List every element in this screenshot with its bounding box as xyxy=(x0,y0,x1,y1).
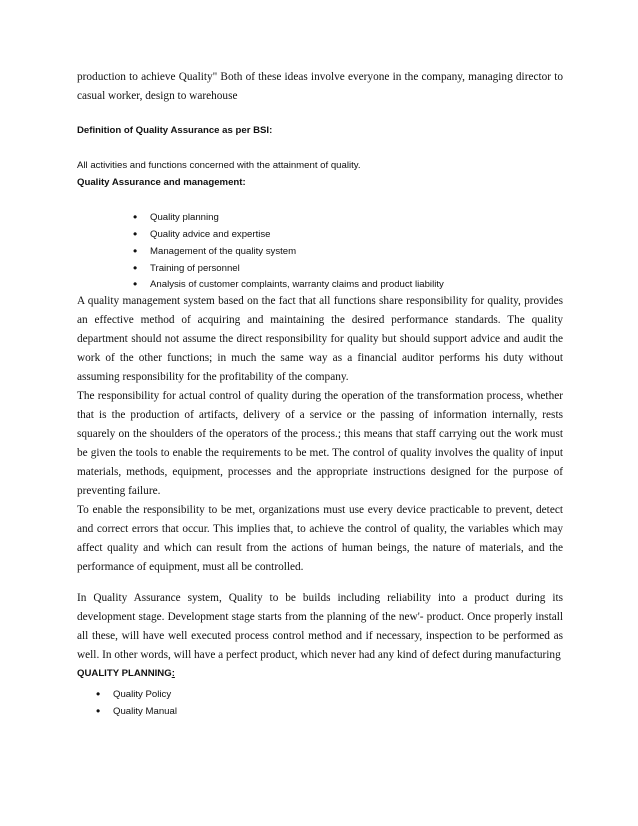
qa-management-heading: Quality Assurance and management: xyxy=(77,177,246,188)
document-page xyxy=(77,0,563,720)
control-paragraph: The responsibility for actual control of quality during the operation of the transformation process, whether that is the production of artifacts, delivery of a service or the passing of information internally, rests squarely on the shoulders of the operators of the process.; this means that staff carrying out the work must be given the tools to enable the requirements to be met. The control of quality involves the quality of input materials, methods, equipment, processes and the appropriate instructions designed for the purpose of preventing failure. xyxy=(77,390,563,497)
quality-planning-heading xyxy=(77,665,563,682)
quality-planning-list xyxy=(77,686,563,720)
qa-management-list xyxy=(77,209,563,292)
quality-planning-heading-text: QUALITY PLANNING xyxy=(77,668,172,679)
quality-planning-heading-colon: : xyxy=(171,668,175,679)
list-item: • Quality planning xyxy=(150,209,563,226)
list-item: • Analysis of customer complaints, warranty claims and product liability xyxy=(150,277,563,292)
system-paragraph: A quality management system based on the fact that all functions share responsibility for quality, provides an effective method of acquiring and maintaining the desired performance standards. The quality department should not assume the direct responsibility for quality but should support advice and audit the work of the other functions; in much the same way as a financial auditor performs his duty without assuming responsibility for the profitability of the company. xyxy=(77,295,563,383)
list-item: • Quality Manual xyxy=(113,703,563,720)
intro-paragraph: production to achieve Quality" Both of these ideas involve everyone in the company, managing director to casual worker, design to warehouse xyxy=(77,71,563,102)
list-item: • Management of the quality system xyxy=(150,243,563,260)
definition-text: All activities and functions concerned with the attainment of quality. xyxy=(77,160,361,171)
definition-heading: Definition of Quality Assurance as per BSI: xyxy=(77,125,273,136)
list-item: • Quality Policy xyxy=(113,686,563,703)
qa-system-paragraph: In Quality Assurance system, Quality to be builds including reliability into a product during its development stage. Development stage starts from the planning of the new'- product. Once properly install all these, will have well executed process control method and if necessary, inspection to be performed as well. In other words, will have a perfect product, which never had any kind of defect during manufacturing xyxy=(77,592,563,661)
enable-paragraph: To enable the responsibility to be met, organizations must use every device practicable to prevent, detect and correct errors that occur. This implies that, to achieve the control of quality, the variables which may affect quality and which can result from the actions of human beings, the nature of materials, and the performance of equipment, must all be controlled. xyxy=(77,504,563,573)
list-item: • Quality advice and expertise xyxy=(150,226,563,243)
list-item: • Training of personnel xyxy=(150,260,563,277)
